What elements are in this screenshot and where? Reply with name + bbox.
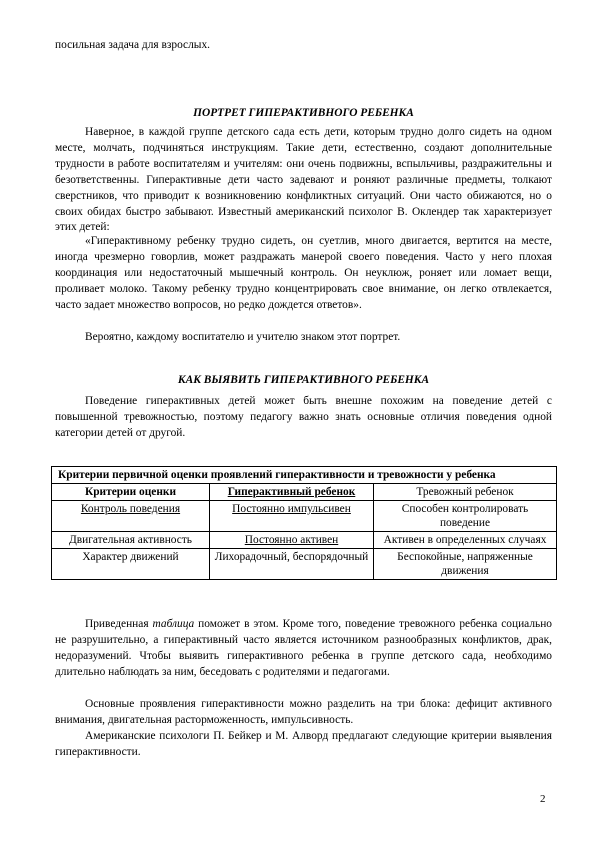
- paragraph-after-1-rest: поможет в этом. Кроме того, поведение тревожного ребенка социально не разрушительно, а гиперактивный часто является источником разнообразных конфликтов, драк, недоразумений. Чтобы выявить гиперактивного ребенка в группе детского сада, необходимо длительно наблюдать за ним, беседовать с родителями и педагогами.: [55, 618, 553, 678]
- paragraph-portrait-1: Наверное, в каждой группе детского сада есть дети, которым трудно долго сидеть на одном месте, молчать, подчиняться инструкциям. Такие дети, естественно, создают дополнительные трудности в работе воспитателям и учителям: они очень подвижны, вспыльчивы, раздражительны и безответственны. Гиперактивные дети часто задевают и роняют различные предметы, толкают сверстников, что приводит к возникновению конфликтных ситуаций. Они часто обижаются, но о своих обидах быстро забывают. Известный американский психолог В. Оклендер так характеризует этих детей:: [55, 126, 552, 234]
- paragraph-detect-1: Поведение гиперактивных детей может быть внешне похожим на поведение детей с повышенной тревожностью, поэтому педагогу важно знать основные отличия поведения одной категории детей от другой.: [55, 395, 552, 439]
- table-cell: Беспокойные, напряженные движения: [374, 549, 557, 580]
- table-row: [52, 532, 557, 549]
- table-cell: Характер движений: [52, 549, 210, 580]
- table-caption-row: [52, 467, 557, 484]
- table-row: [52, 501, 557, 532]
- criteria-table: [51, 466, 557, 580]
- paragraph-after-1: [55, 617, 552, 681]
- table-row: [52, 549, 557, 580]
- table-header-cell: Критерии оценки: [52, 484, 210, 501]
- table-reference: таблица: [152, 618, 195, 630]
- table-header-row: [52, 484, 557, 501]
- top-line: посильная задача для взрослых.: [55, 39, 210, 51]
- table-cell: Лихорадочный, беспорядочный: [210, 549, 374, 580]
- paragraph-quote: «Гиперактивному ребенку трудно сидеть, он суетлив, много двигается, вертится на месте, иногда чрезмерно говорлив, может раздражать манерой своего поведения. Часто у него плохая координация или недостаточный мышечный контроль. Он неуклюж, роняет или ломает вещи, проливает молоко. Такому ребенку трудно концентрировать свое внимание, он легко отвлекается, часто задает множество вопросов, но редко дождется ответов».: [55, 235, 552, 311]
- table-header-cell: Гиперактивный ребенок: [210, 484, 374, 501]
- table-caption: Критерии первичной оценки проявлений гиперактивности и тревожности у ребенка: [52, 467, 557, 484]
- paragraph-after-1-start: Приведенная: [85, 618, 153, 630]
- paragraph-after-3: Американские психологи П. Бейкер и М. Алворд предлагают следующие критерии выявления гиперактивности.: [55, 730, 552, 758]
- page-number: 2: [540, 793, 546, 805]
- section-title-portrait: ПОРТРЕТ ГИПЕРАКТИВНОГО РЕБЕНКА: [193, 107, 414, 119]
- section-title-detect: КАК ВЫЯВИТЬ ГИПЕРАКТИВНОГО РЕБЕНКА: [177, 374, 430, 386]
- paragraph-after-2: Основные проявления гиперактивности можно разделить на три блока: дефицит активного внимания, двигательная расторможенность, импульсивность.: [55, 698, 552, 726]
- table-cell: Постоянно активен: [210, 532, 374, 549]
- table-cell: Активен в определенных случаях: [374, 532, 557, 549]
- paragraph-portrait-3: Вероятно, каждому воспитателю и учителю знаком этот портрет.: [85, 331, 401, 343]
- table-cell: Постоянно импульсивен: [210, 501, 374, 532]
- table-header-cell: Тревожный ребенок: [374, 484, 557, 501]
- table-cell: Двигательная активность: [52, 532, 210, 549]
- table-cell: Способен контролировать поведение: [374, 501, 557, 532]
- table-cell: Контроль поведения: [52, 501, 210, 532]
